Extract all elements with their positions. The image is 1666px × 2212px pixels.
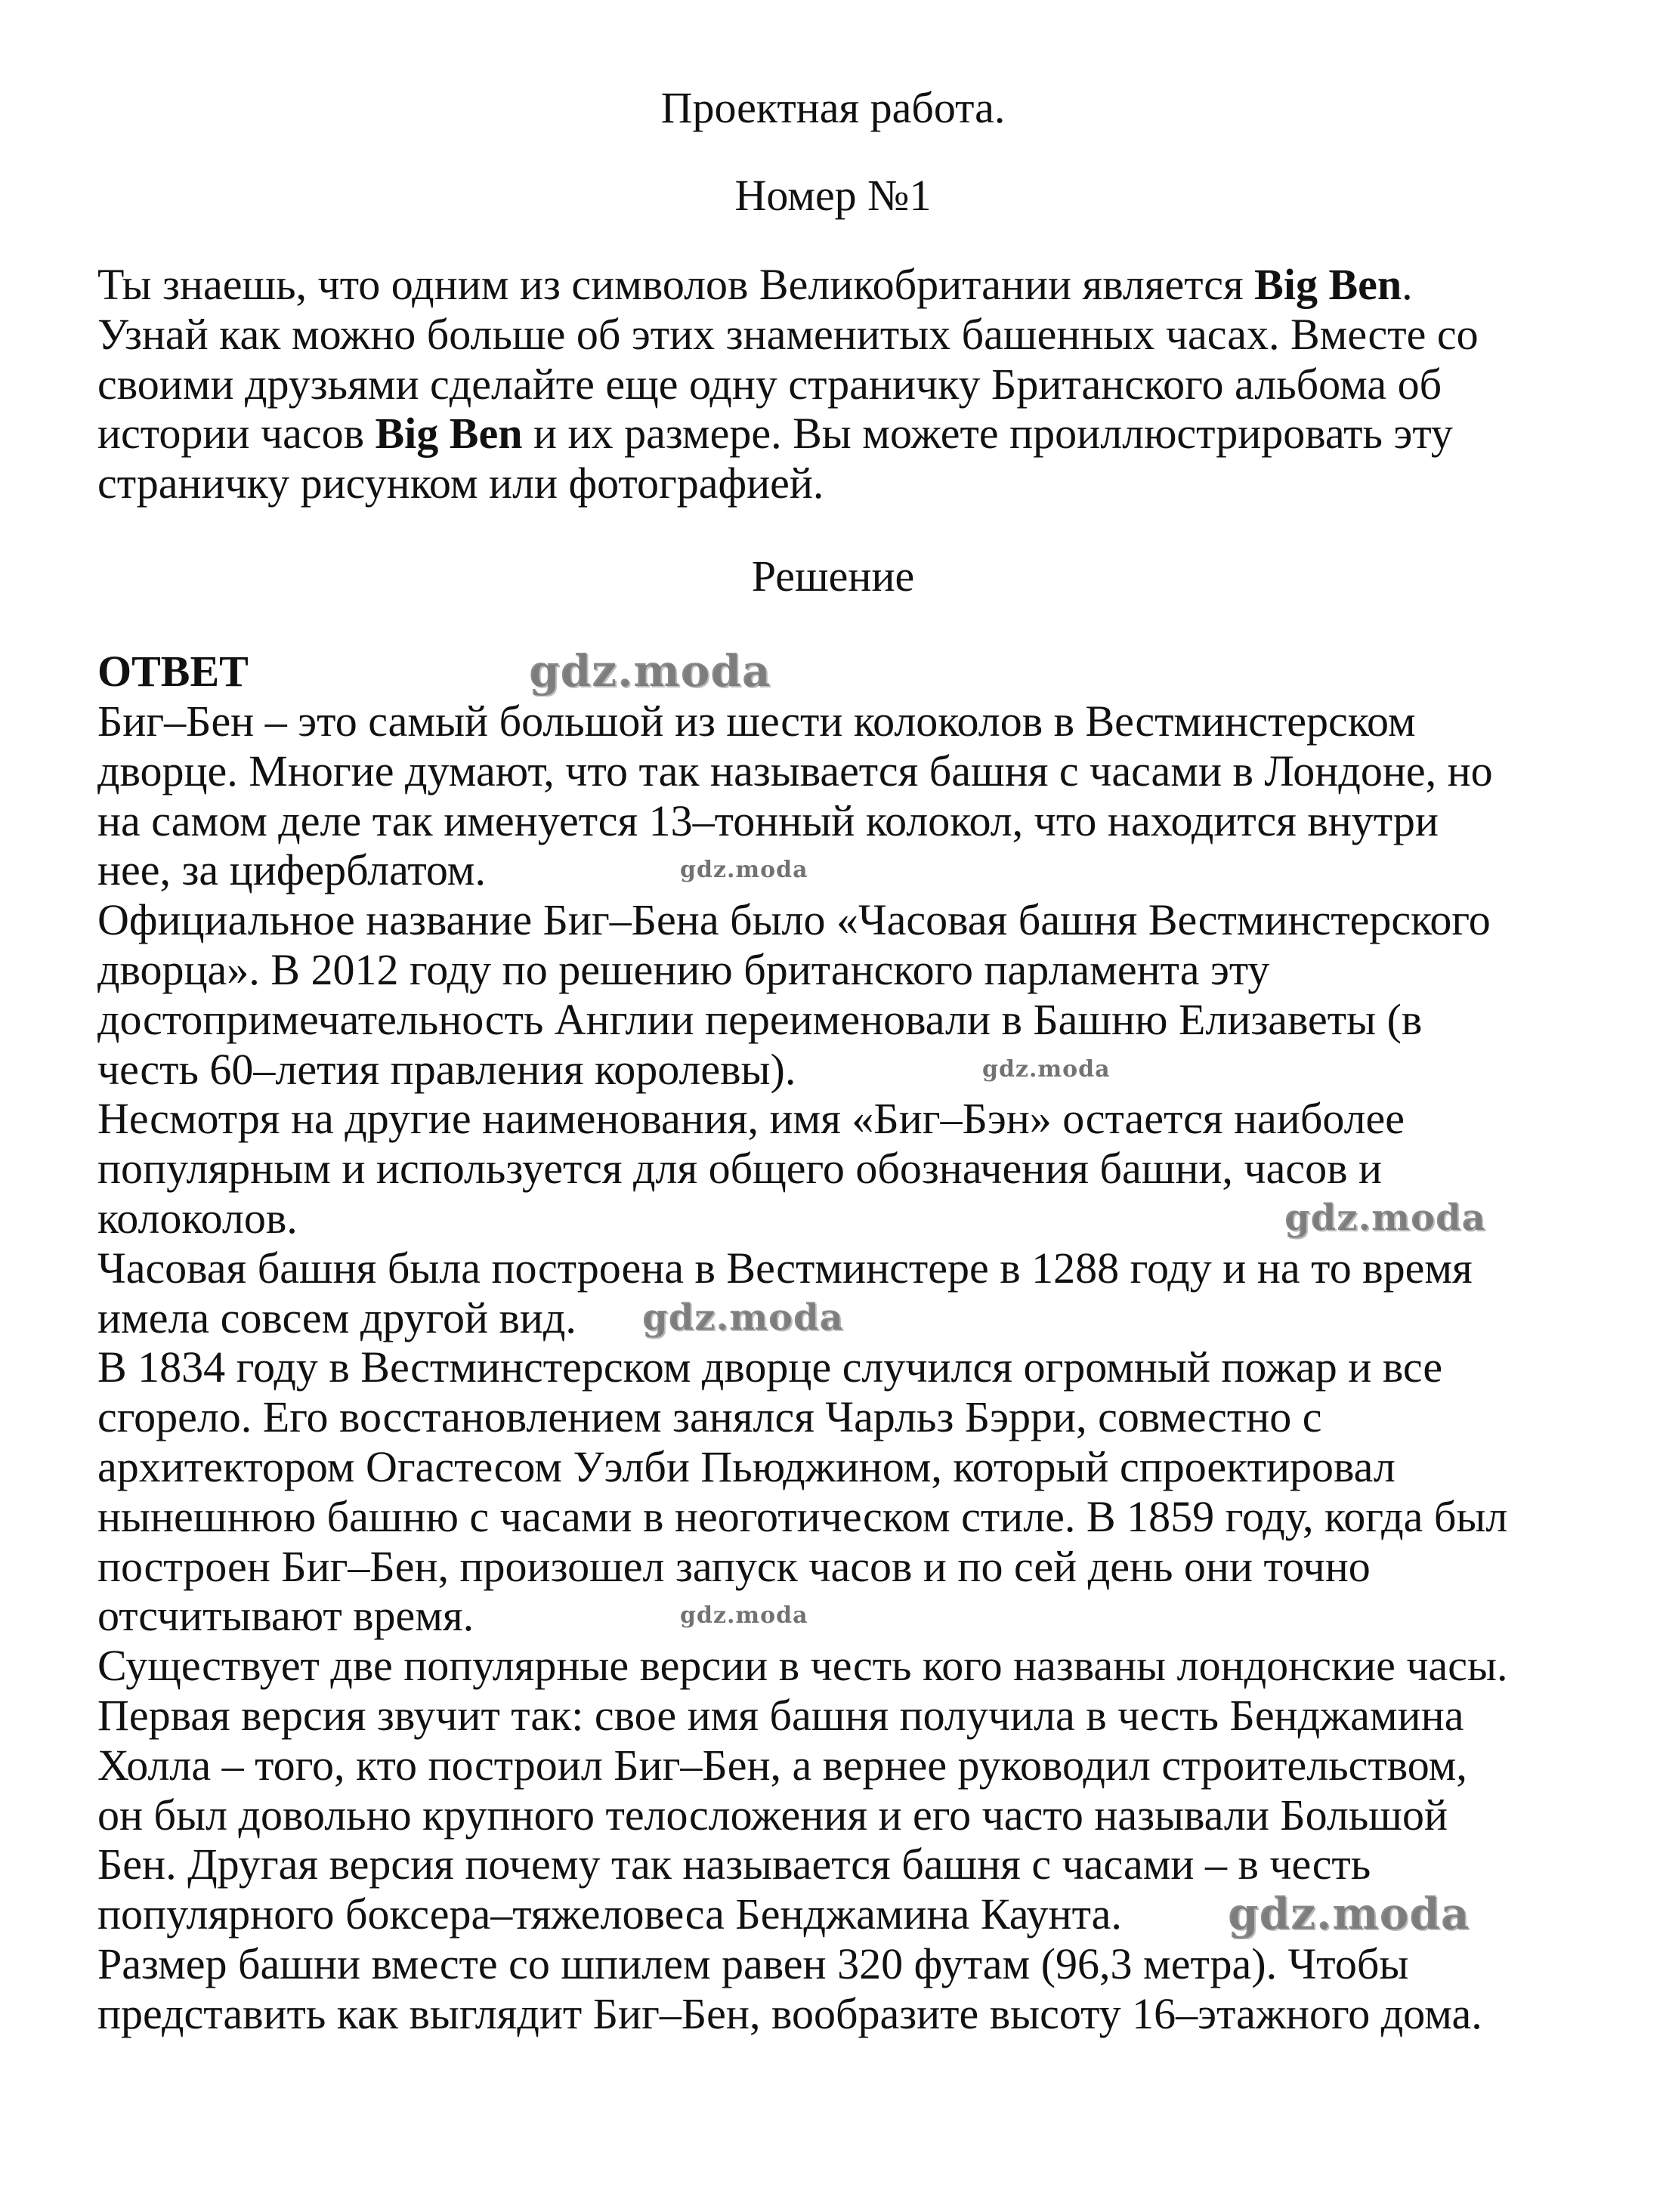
answer-line: Несмотря на другие наименования, имя «Биг–Бэн» остается наиболее — [97, 1094, 1405, 1144]
text-segment: страничку рисунком или фотографией. — [97, 459, 824, 508]
answer-line: Биг–Бен – это самый большой из шести колоколов в Вестминстерском — [97, 697, 1416, 746]
answer-line: на самом деле так именуется 13–тонный колокол, что находится внутри — [97, 796, 1439, 845]
answer-line: нее, за циферблатом. — [97, 845, 487, 895]
task-line — [97, 360, 1479, 409]
watermark: gdz.moda — [529, 647, 771, 697]
answer-line: Бен. Другая версия почему так называется башня с часами – в честь — [97, 1840, 1371, 1889]
solution-heading: Решение — [751, 551, 915, 601]
task-text — [97, 260, 1479, 508]
answer-line: честь 60–летия правления королевы). — [97, 1044, 796, 1094]
watermark: gdz.moda — [680, 857, 808, 884]
answer-line: Первая версия звучит так: свое имя башня получила в честь Бенджамина — [97, 1690, 1464, 1740]
answer-line: архитектором Огастесом Уэлби Пьюджином, который спроектировал — [97, 1441, 1396, 1491]
watermark: gdz.moda — [982, 1055, 1111, 1083]
text-segment: . — [1402, 260, 1413, 309]
answer-line: построен Биг–Бен, произошел запуск часов и по сей день они точно — [97, 1541, 1371, 1591]
watermark: gdz.moda — [642, 1296, 844, 1339]
answer-line: В 1834 году в Вестминстерском дворце случился огромный пожар и все — [97, 1342, 1443, 1392]
bold-term: Big Ben — [375, 409, 523, 459]
answer-line: популярного боксера–тяжеловеса Бенджамина Каунта. — [97, 1889, 1122, 1939]
watermark: gdz.moda — [680, 1602, 808, 1630]
text-segment: Ты знаешь, что одним из символов Великобритании является — [97, 260, 1255, 309]
answer-line: колоколов. — [97, 1193, 298, 1243]
answer-line: отсчитывают время. — [97, 1591, 474, 1641]
page-title: Проектная работа. — [660, 83, 1006, 132]
answer-line: нынешнюю башню с часами в неоготическом стиле. В 1859 году, когда был — [97, 1491, 1508, 1541]
text-segment: и их размере. Вы можете проиллюстрировать эту — [522, 409, 1453, 459]
answer-text — [97, 697, 1508, 2039]
answer-line: достопримечательность Англии переименовали в Башню Елизаветы (в — [97, 994, 1423, 1044]
answer-line: он был довольно крупного телосложения и его часто называли Большой — [97, 1790, 1448, 1840]
answer-line: Существует две популярные версии в честь кого названы лондонские часы. — [97, 1641, 1508, 1691]
task-line — [97, 459, 1479, 508]
task-line — [97, 310, 1479, 360]
answer-line: Холла – того, кто построил Биг–Бен, а вернее руководил строительством, — [97, 1740, 1467, 1790]
answer-line: Официальное название Биг–Бена было «Часовая башня Вестминстерского — [97, 895, 1491, 945]
answer-line: дворце. Многие думают, что так называется башня с часами в Лондоне, но — [97, 746, 1493, 796]
answer-heading: ОТВЕТ — [97, 647, 249, 696]
text-segment: своими друзьями сделайте еще одну страничку Британского альбома об — [97, 359, 1442, 409]
watermark: gdz.moda — [1228, 1889, 1470, 1939]
bold-term: Big Ben — [1254, 260, 1402, 309]
text-segment: истории часов — [97, 409, 376, 459]
answer-line: Часовая башня была построена в Вестминстере в 1288 году и на то время — [97, 1243, 1473, 1293]
answer-line: представить как выглядит Биг–Бен, вообразите высоту 16–этажного дома. — [97, 1988, 1482, 2038]
task-line — [97, 409, 1479, 459]
answer-line: сгорело. Его восстановлением занялся Чарльз Бэрри, совместно с — [97, 1392, 1322, 1442]
text-segment: Узнай как можно больше об этих знаменитых башенных часах. Вместе со — [97, 309, 1479, 359]
answer-line: популярным и используется для общего обозначения башни, часов и — [97, 1144, 1383, 1194]
answer-line: имела совсем другой вид. — [97, 1293, 576, 1342]
task-line — [97, 260, 1479, 310]
answer-line: Размер башни вместе со шпилем равен 320 футам (96,3 метра). Чтобы — [97, 1939, 1409, 1988]
answer-line: дворца». В 2012 году по решению британского парламента эту — [97, 944, 1270, 994]
watermark: gdz.moda — [1284, 1197, 1486, 1239]
task-number: Номер №1 — [734, 171, 932, 220]
